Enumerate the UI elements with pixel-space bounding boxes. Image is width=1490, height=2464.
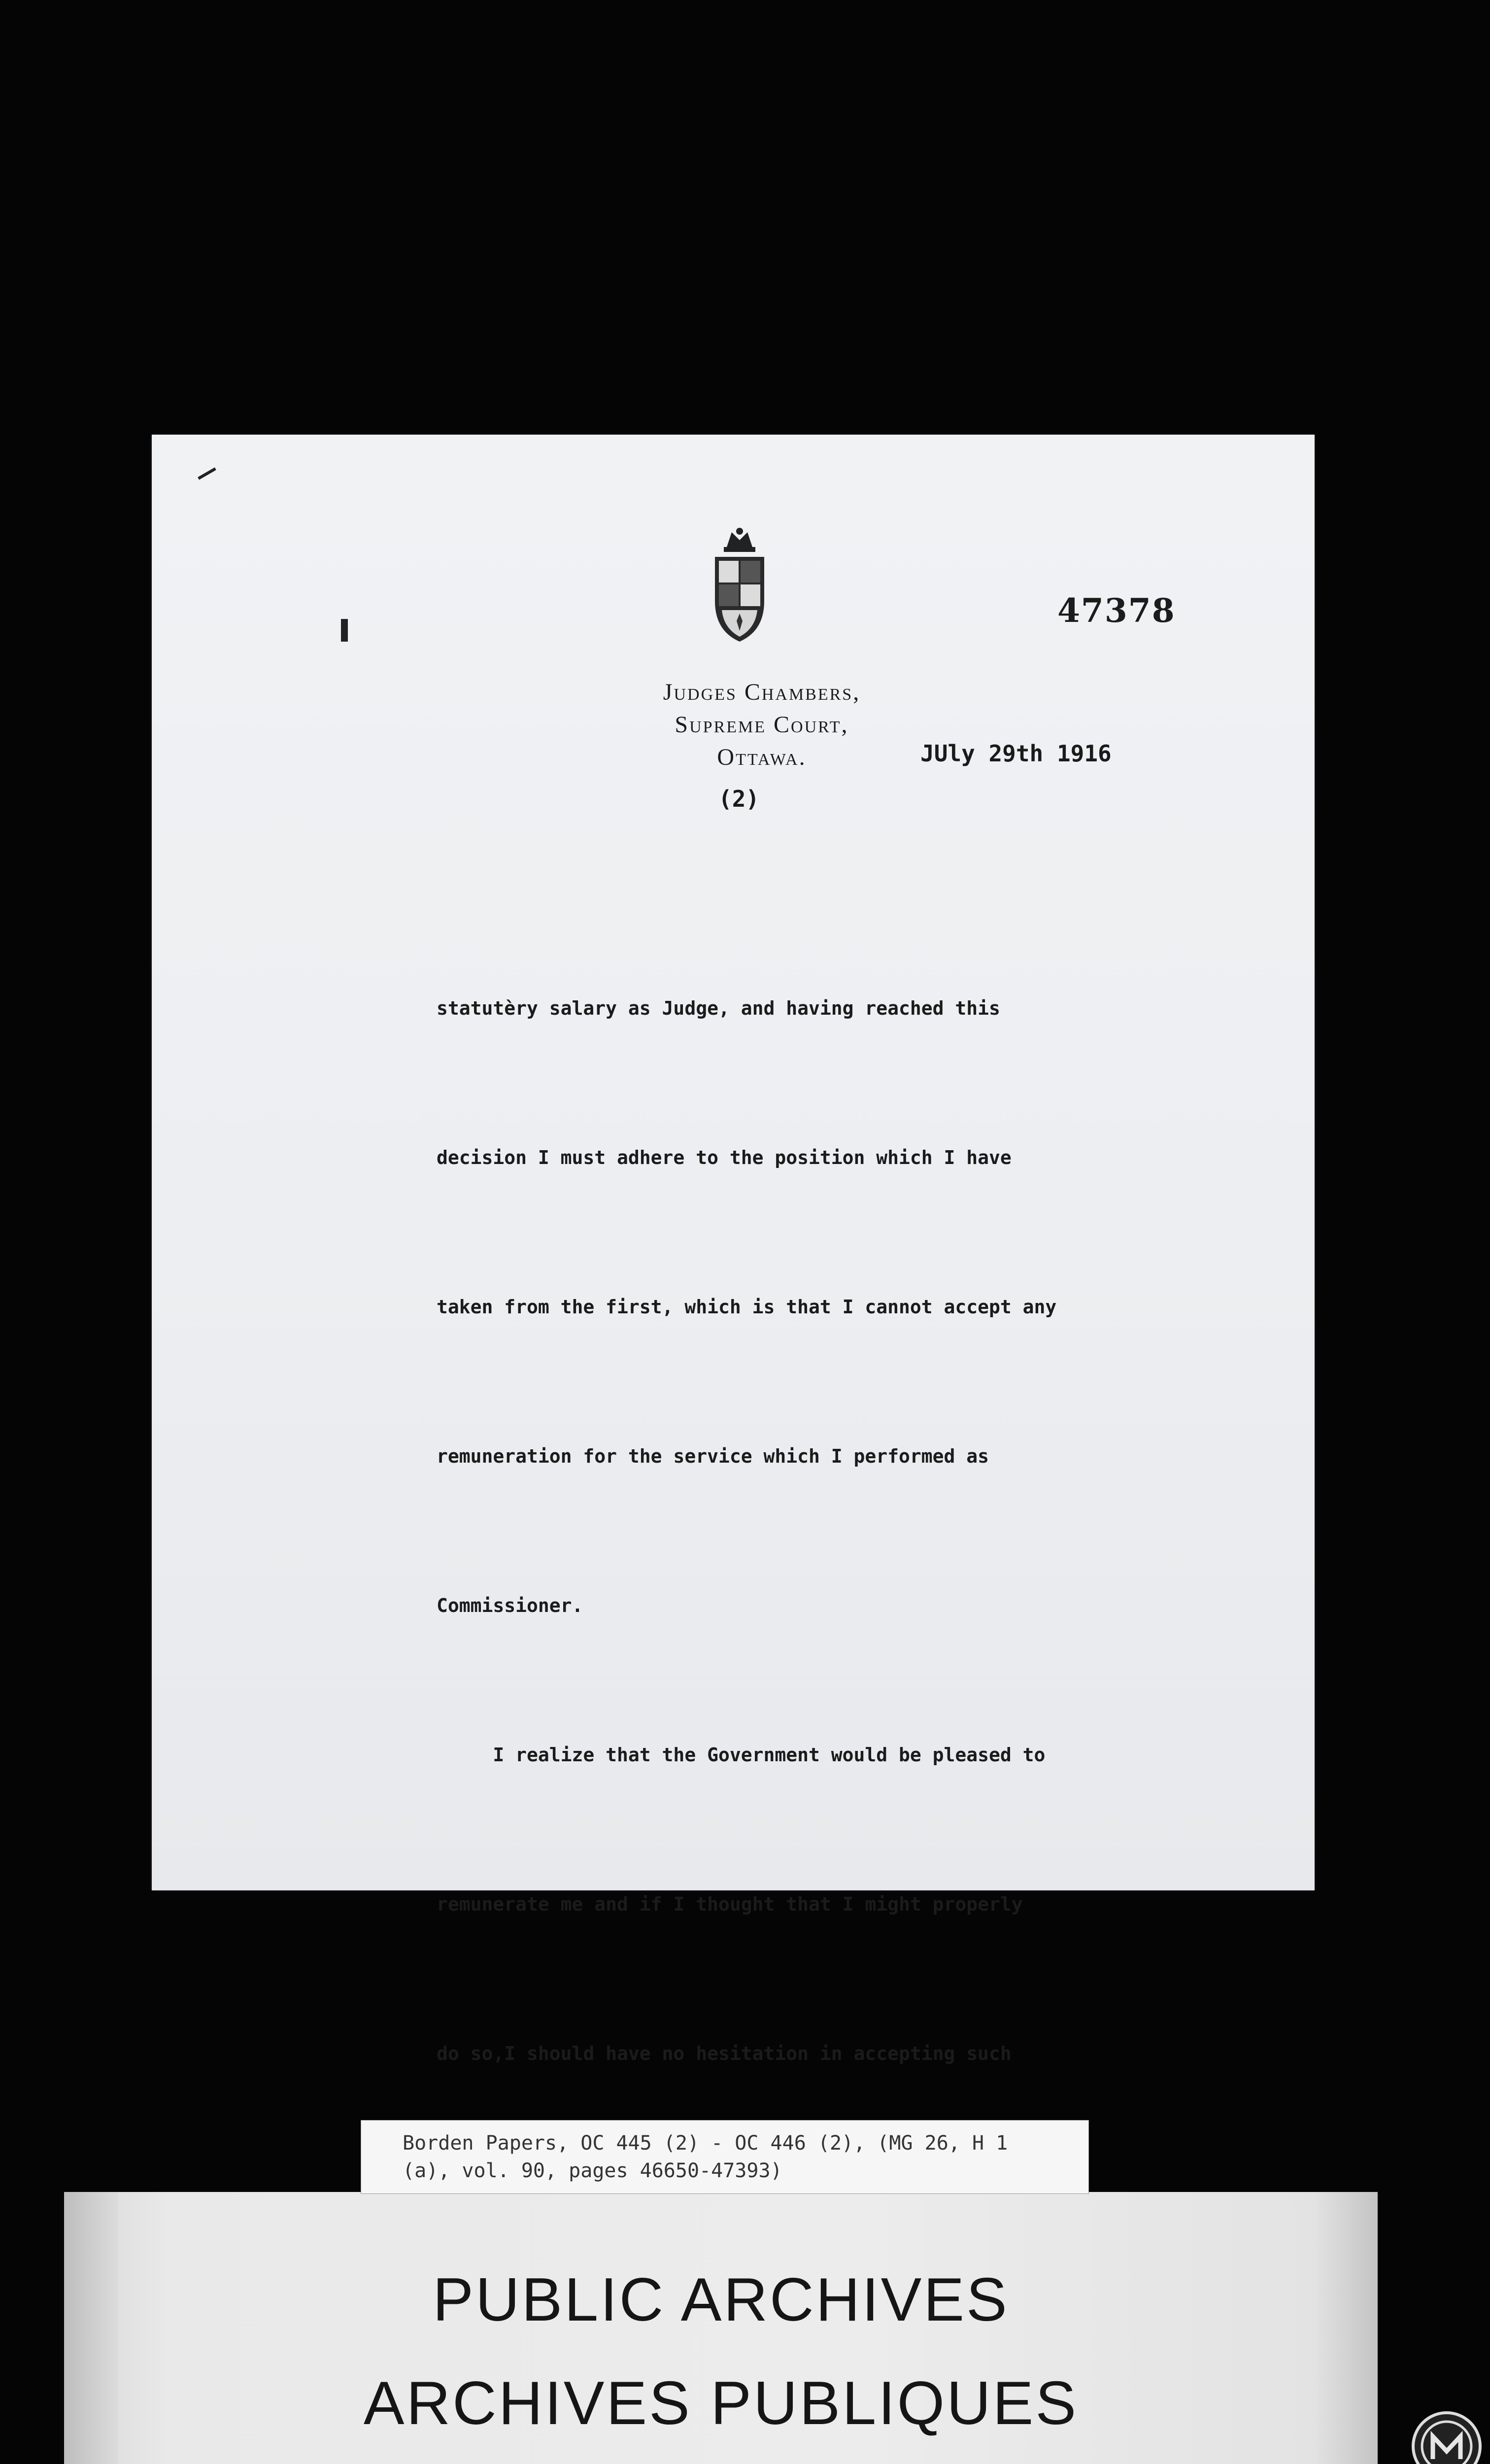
- reference-line: (a), vol. 90, pages 46650-47393): [403, 2159, 782, 2182]
- coat-of-arms-crest-icon: [707, 527, 772, 644]
- body-line: do so,I should have no hesitation in accepting such: [437, 2043, 1012, 2064]
- banner-title-en: PUBLIC ARCHIVES: [433, 2266, 1009, 2334]
- archives-logo-stamp-icon: [1410, 2410, 1483, 2464]
- letter-date: JUly 29th 1916: [920, 740, 1112, 767]
- body-line: statutèry salary as Judge, and having reached this: [437, 997, 1000, 1019]
- letterhead-line: Ottawa.: [717, 744, 807, 770]
- archives-banner: [64, 2192, 1378, 2464]
- letterhead-line: Judges Chambers,: [663, 679, 861, 705]
- body-line: Commissioner.: [437, 1595, 583, 1616]
- punch-mark: [341, 619, 348, 642]
- reference-line: Borden Papers, OC 445 (2) - OC 446 (2), (MG 26, H 1: [403, 2132, 1008, 2155]
- page-number: (2): [718, 786, 760, 812]
- body-line: remuneration for the service which I performed as: [437, 1445, 989, 1467]
- document-number: 47378: [1057, 591, 1176, 630]
- body-line: decision I must adhere to the position which I have: [437, 1147, 1012, 1168]
- body-line: taken from the first, which is that I cannot accept any: [437, 1296, 1057, 1318]
- letter-page: [152, 435, 1315, 2064]
- letterhead-line: Supreme Court,: [675, 712, 849, 738]
- corner-mark: [198, 467, 216, 479]
- banner-title-fr: ARCHIVES PUBLIQUES: [363, 2369, 1079, 2437]
- body-line: remunerate me and if I thought that I might properly: [437, 1893, 1023, 1915]
- archive-reference-label: [361, 2120, 1089, 2194]
- letterhead: [589, 676, 934, 774]
- body-line: I realize that the Government would be pleased to: [437, 1744, 1046, 1766]
